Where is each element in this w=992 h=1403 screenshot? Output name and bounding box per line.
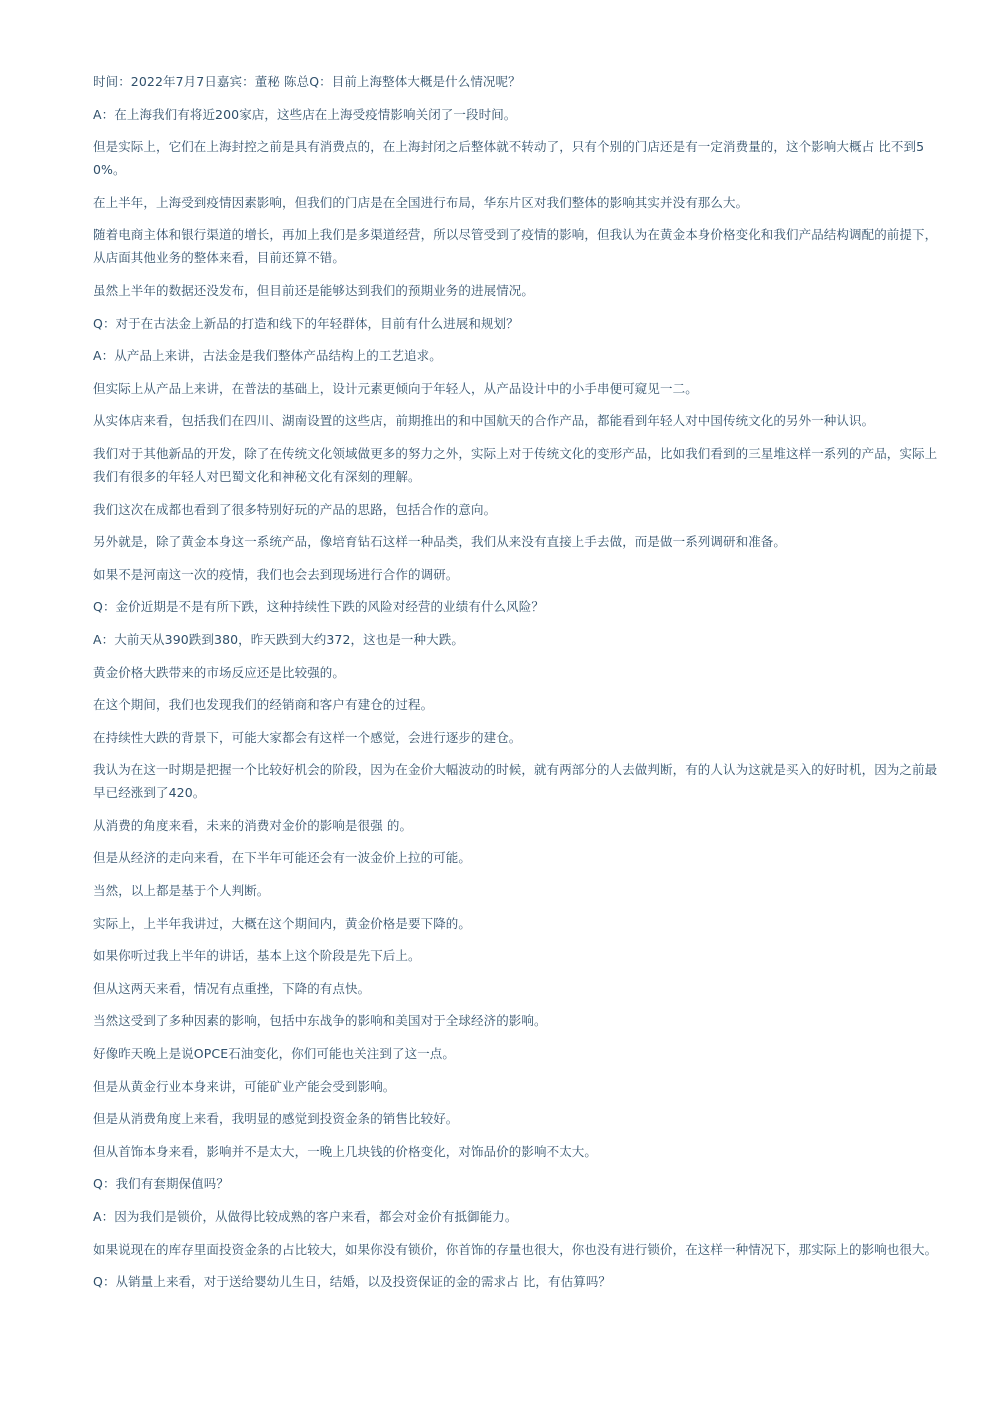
paragraph-23: 当然，以上都是基于个人判断。	[93, 883, 270, 899]
paragraph-16: A：大前天从390跌到380，昨天跌到大约372，这也是一种大跌。	[93, 631, 464, 647]
paragraph-29: 但是从黄金行业本身来讲，可能矿业产能会受到影响。	[93, 1078, 396, 1094]
paragraph-17: 黄金价格大跌带来的市场反应还是比较强的。	[93, 664, 346, 680]
paragraph-11: 我们对于其他新品的开发，除了在传统文化领域做更多的努力之外，实际上对于传统文化的变形产品，比如我们看到的三星堆这样一系列的产品，实际上我们有很多的年轻人对巴蜀文化和神秘文化有深刻的理解。	[93, 445, 938, 484]
paragraph-19: 在持续性大跌的背景下，可能大家都会有这样一个感觉，会进行逐步的建仓。	[93, 729, 522, 745]
paragraph-18: 在这个期间，我们也发现我们的经销商和客户有建仓的过程。	[93, 697, 434, 713]
document-body	[93, 70, 943, 1303]
paragraph-26: 但从这两天来看，情况有点重挫，下降的有点快。	[93, 980, 371, 996]
paragraph-10: 从实体店来看，包括我们在四川、湖南设置的这些店，前期推出的和中国航天的合作产品，都能看到年轻人对中国传统文化的另外一种认识。	[93, 413, 875, 429]
paragraph-14: 如果不是河南这一次的疫情，我们也会去到现场进行合作的调研。	[93, 566, 459, 582]
paragraph-31: 但从首饰本身来看，影响并不是太大，一晚上几块钱的价格变化，对饰品价的影响不太大。	[93, 1143, 598, 1159]
paragraph-2: A：在上海我们有将近200家店，这些店在上海受疫情影响关闭了一段时间。	[93, 106, 517, 122]
paragraph-20: 我认为在这一时期是把握一个比较好机会的阶段，因为在金价大幅波动的时候，就有两部分的人去做判断，有的人认为这就是买入的好时机，因为之前最早已经涨到了420。	[93, 762, 938, 801]
paragraph-34: 如果说现在的库存里面投资金条的占比较大，如果你没有锁价，你首饰的存量也很大，你也没有进行锁价，在这样一种情况下，那实际上的影响也很大。	[93, 1241, 938, 1257]
paragraph-21: 从消费的角度来看，未来的消费对金价的影响是很强 的。	[93, 817, 413, 833]
paragraph-25: 如果你听过我上半年的讲话，基本上这个阶段是先下后上。	[93, 948, 421, 964]
paragraph-15: Q：金价近期是不是有所下跌，这种持续性下跌的风险对经营的业绩有什么风险？	[93, 599, 544, 615]
paragraph-28: 好像昨天晚上是说OPCE石油变化，你们可能也关注到了这一点。	[93, 1046, 456, 1062]
paragraph-12: 我们这次在成都也看到了很多特别好玩的产品的思路，包括合作的意向。	[93, 501, 497, 517]
paragraph-3: 但是实际上，它们在上海封控之前是具有消费点的，在上海封闭之后整体就不转动了，只有个别的门店还是有一定消费量的，这个影响大概占 比不到50%。	[93, 139, 925, 178]
paragraph-1: 时间：2022年7月7日嘉宾：董秘 陈总Q：目前上海整体大概是什么情况呢？	[93, 74, 521, 89]
paragraph-13: 另外就是，除了黄金本身这一系统产品，像培育钻石这样一种品类，我们从来没有直接上手去做，而是做一系列调研和准备。	[93, 534, 787, 550]
paragraph-27: 当然这受到了多种因素的影响，包括中东战争的影响和美国对于全球经济的影响。	[93, 1013, 547, 1029]
paragraph-35: Q：从销量上来看，对于送给婴幼儿生日，结婚，以及投资保证的金的需求占 比，有估算吗？	[93, 1274, 612, 1290]
paragraph-9: 但实际上从产品上来讲，在普法的基础上，设计元素更倾向于年轻人，从产品设计中的小手串便可窥见一二。	[93, 380, 698, 396]
paragraph-33: A：因为我们是锁价，从做得比较成熟的客户来看，都会对金价有抵御能力。	[93, 1209, 518, 1224]
paragraph-4: 在上半年，上海受到疫情因素影响，但我们的门店是在全国进行布局，华东片区对我们整体的影响其实并没有那么大。	[93, 194, 749, 210]
paragraph-32: Q：我们有套期保值吗？	[93, 1176, 229, 1192]
paragraph-22: 但是从经济的走向来看，在下半年可能还会有一波金价上拉的可能。	[93, 850, 472, 866]
paragraph-5: 随着电商主体和银行渠道的增长，再加上我们是多渠道经营，所以尽管受到了疫情的影响，但我认为在黄金本身价格变化和我们产品结构调配的前提下，从店面其他业务的整体来看，目前还算不错。	[93, 227, 938, 266]
paragraph-7: Q：对于在古法金上新品的打造和线下的年轻群体，目前有什么进展和规划？	[93, 315, 519, 331]
paragraph-30: 但是从消费角度上来看，我明显的感觉到投资金条的销售比较好。	[93, 1111, 459, 1127]
paragraph-24: 实际上，上半年我讲过，大概在这个期间内，黄金价格是要下降的。	[93, 915, 472, 931]
paragraph-6: 虽然上半年的数据还没发布，但目前还是能够达到我们的预期业务的进展情况。	[93, 282, 535, 298]
paragraph-8: A：从产品上来讲，古法金是我们整体产品结构上的工艺追求。	[93, 348, 442, 364]
